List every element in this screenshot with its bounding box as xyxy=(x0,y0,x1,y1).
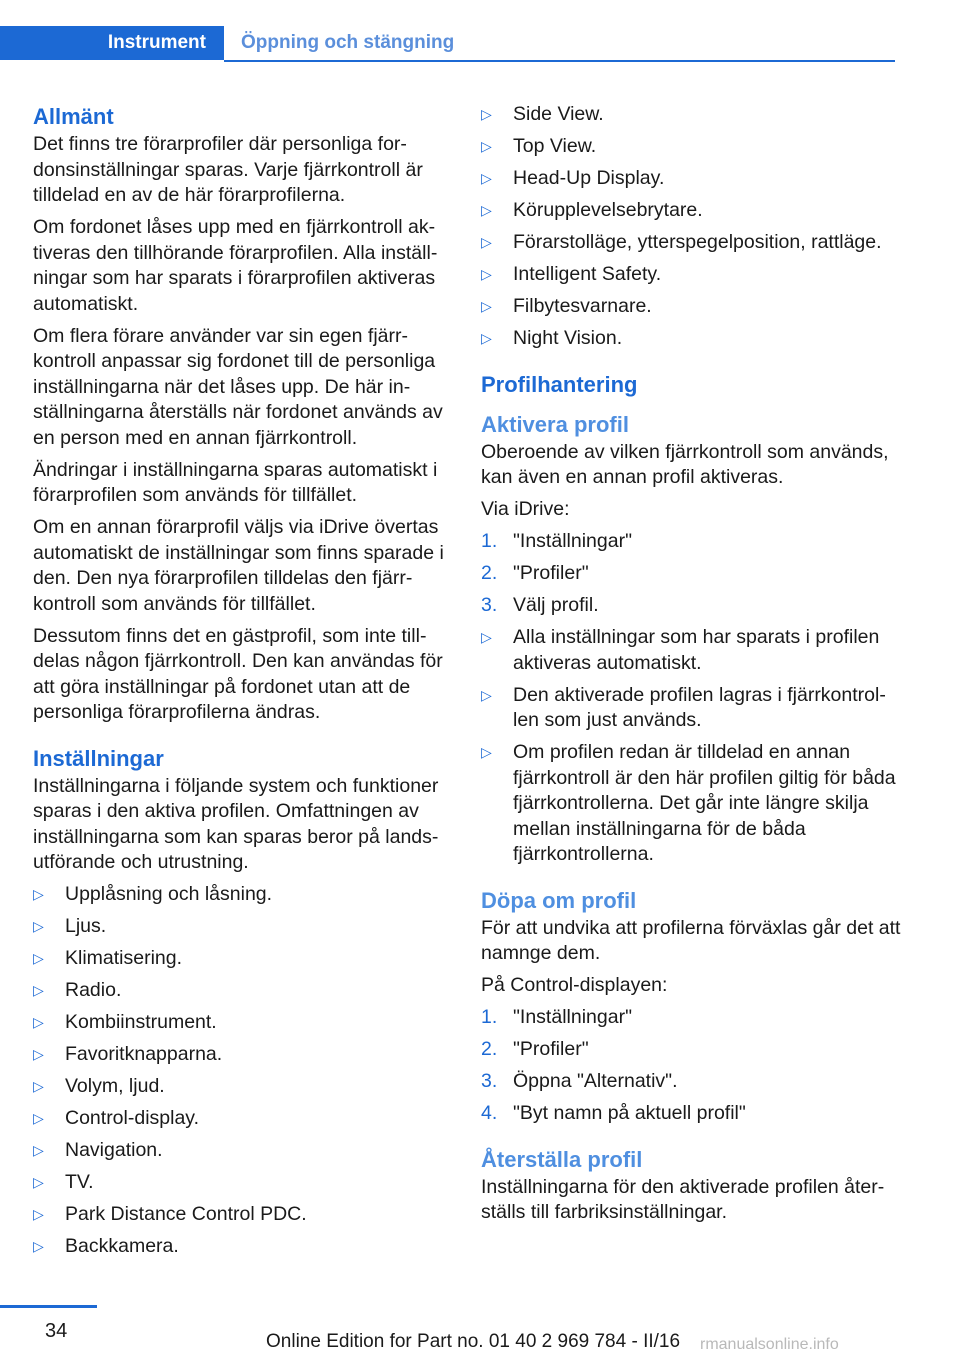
triangle-bullet-icon: ▷ xyxy=(481,106,492,122)
triangle-bullet-icon: ▷ xyxy=(481,629,492,645)
left-column xyxy=(33,102,453,1266)
triangle-bullet-icon: ▷ xyxy=(481,744,492,760)
list-item: ▷ Backkamera. xyxy=(33,1234,453,1260)
heading-aktivera-profil: Aktivera profil xyxy=(481,411,629,437)
list-item: ▷ Volym, ljud. xyxy=(33,1074,453,1100)
triangle-bullet-icon: ▷ xyxy=(33,1174,44,1190)
triangle-bullet-icon: ▷ xyxy=(33,886,44,902)
triangle-bullet-icon: ▷ xyxy=(33,1142,44,1158)
triangle-bullet-icon: ▷ xyxy=(33,950,44,966)
paragraph: Oberoende av vilken fjärrkontroll som används, kan även en annan profil aktiveras. xyxy=(481,440,889,488)
list-item: ▷ Ljus. xyxy=(33,914,453,940)
paragraph: På Control-displayen: xyxy=(481,974,668,996)
triangle-bullet-icon: ▷ xyxy=(481,234,492,250)
heading-dopa-om-profil: Döpa om profil xyxy=(481,887,637,913)
list-item: ▷ Radio. xyxy=(33,978,453,1004)
edition-text: Online Edition for Part no. 01 40 2 969 784 - II/16 xyxy=(266,1331,681,1352)
list-item: ▷ TV. xyxy=(33,1170,453,1196)
paragraph: Dessutom finns det en gästprofil, som inte tilldelas någon fjärrkontroll. Den kan användas för att göra inställningar på fordonet utan att de personliga förarprofilerna ändras. xyxy=(33,624,443,723)
list-item: ▷ Top View. xyxy=(481,134,901,160)
page-header xyxy=(0,26,895,62)
triangle-bullet-icon: ▷ xyxy=(33,1238,44,1254)
triangle-bullet-icon: ▷ xyxy=(481,686,492,703)
list-item: ▷ Night Vision. xyxy=(481,326,901,352)
list-item: ▷ Upplåsning och låsning. xyxy=(33,882,453,908)
triangle-bullet-icon: ▷ xyxy=(33,1206,44,1222)
list-item: 1. "Inställningar" xyxy=(481,1006,632,1028)
triangle-bullet-icon: ▷ xyxy=(33,1014,44,1030)
list-item: 1. "Inställningar" xyxy=(481,530,632,552)
list-item: ▷ Park Distance Control PDC. xyxy=(33,1202,453,1228)
paragraph: Inställningarna i följande system och funktioner sparas i den aktiva profilen. Omfattningen av inställningarna som kan sparas beror på landsutförande och utrustning. xyxy=(33,774,439,873)
list-item: 3. Välj profil. xyxy=(481,594,599,616)
list-item: ▷ Förarstolläge, ytterspegelposition, rattläge. xyxy=(481,230,901,256)
paragraph: Ändringar i inställningarna sparas automatiskt i förarprofilen som används för tillfället. xyxy=(33,458,438,506)
triangle-bullet-icon: ▷ xyxy=(481,330,492,346)
triangle-bullet-icon: ▷ xyxy=(33,1078,44,1094)
list-item: 3. Öppna "Alternativ". xyxy=(481,1070,678,1092)
aktivera-notes xyxy=(481,625,901,868)
dopa-steps xyxy=(481,1005,901,1127)
paragraph: Det finns tre förarprofiler där personliga fordonsinställningar sparas. Varje fjärrkontroll är tilldelad en av de här förarprofilerna. xyxy=(33,133,423,206)
list-item: ▷ Alla inställningar som har sparats i profilen aktiveras automatiskt. xyxy=(481,626,880,674)
footer-divider xyxy=(0,1305,97,1308)
triangle-bullet-icon: ▷ xyxy=(33,918,44,934)
heading-profilhantering: Profilhantering xyxy=(481,371,638,397)
systems-list-continued xyxy=(481,102,901,352)
list-item: ▷ Head-Up Display. xyxy=(481,166,901,192)
heading-aterstalla-profil: Återställa profil xyxy=(481,1146,643,1172)
triangle-bullet-icon: ▷ xyxy=(481,298,492,314)
triangle-bullet-icon: ▷ xyxy=(481,202,492,218)
list-item: ▷ Favoritknapparna. xyxy=(33,1042,453,1068)
watermark-logo: rmanualsonline.info xyxy=(700,1336,839,1353)
list-item: ▷ Filbytesvarnare. xyxy=(481,294,901,320)
heading-allmant: Allmänt xyxy=(33,104,114,129)
paragraph: Om en annan förarprofil väljs via iDrive övertas automatiskt de inställningar som finns sparade i den. Den nya förarprofilen tilldelas den fjärrkontroll som används för tillfället. xyxy=(33,516,444,615)
list-item: ▷ Control-display. xyxy=(33,1106,453,1132)
aktivera-steps xyxy=(481,529,901,619)
tab-oppning-och-stangning[interactable]: Öppning och stängning xyxy=(241,32,455,53)
triangle-bullet-icon: ▷ xyxy=(33,1110,44,1126)
list-item: 4. "Byt namn på aktuell profil" xyxy=(481,1102,746,1124)
paragraph: Via iDrive: xyxy=(481,498,570,520)
list-item: 2. "Profiler" xyxy=(481,562,589,584)
list-item: ▷ Klimatisering. xyxy=(33,946,453,972)
triangle-bullet-icon: ▷ xyxy=(33,1046,44,1062)
tab-instrument[interactable]: Instrument xyxy=(0,26,224,60)
header-divider xyxy=(224,60,895,62)
triangle-bullet-icon: ▷ xyxy=(481,170,492,186)
list-item: 2. "Profiler" xyxy=(481,1038,589,1060)
triangle-bullet-icon: ▷ xyxy=(33,982,44,998)
systems-list xyxy=(33,882,453,1260)
triangle-bullet-icon: ▷ xyxy=(481,266,492,282)
paragraph: Om flera förare använder var sin egen fjärrkontroll anpassar sig fordonet till de personliga inställningarna när det låses upp. De här inställningarna återställs när fordonet används av en person med en annan fjärrkontroll. xyxy=(33,324,443,449)
paragraph: Om fordonet låses upp med en fjärrkontroll aktiveras den tillhörande förarprofilen. Alla inställningar som har sparats i förarprofilen aktiveras automatiskt. xyxy=(33,216,438,315)
list-item: ▷ Side View. xyxy=(481,102,901,128)
triangle-bullet-icon: ▷ xyxy=(481,138,492,154)
list-item: ▷ Intelligent Safety. xyxy=(481,262,901,288)
list-item: ▷ Om profilen redan är tilldelad en annan fjärrkontroll är den här profilen giltig för båda fjärrkontrollerna. Det går inte längre skilja mellan inställningarna för de båda fjärrkontrollerna. xyxy=(481,741,896,865)
paragraph: För att undvika att profilerna förväxlas går det att namnge dem. xyxy=(481,916,901,964)
list-item: ▷ Körupplevelsebrytare. xyxy=(481,198,901,224)
right-column xyxy=(481,102,901,1232)
paragraph: Inställningarna för den aktiverade profilen återställs till farbriksinställningar. xyxy=(481,1175,885,1223)
page-number: 34 xyxy=(45,1320,68,1342)
list-item: ▷ Kombiinstrument. xyxy=(33,1010,453,1036)
list-item: ▷ Navigation. xyxy=(33,1138,453,1164)
heading-installningar: Inställningar xyxy=(33,745,164,771)
list-item: ▷ Den aktiverade profilen lagras i fjärrkontrollen som just används. xyxy=(481,683,886,731)
